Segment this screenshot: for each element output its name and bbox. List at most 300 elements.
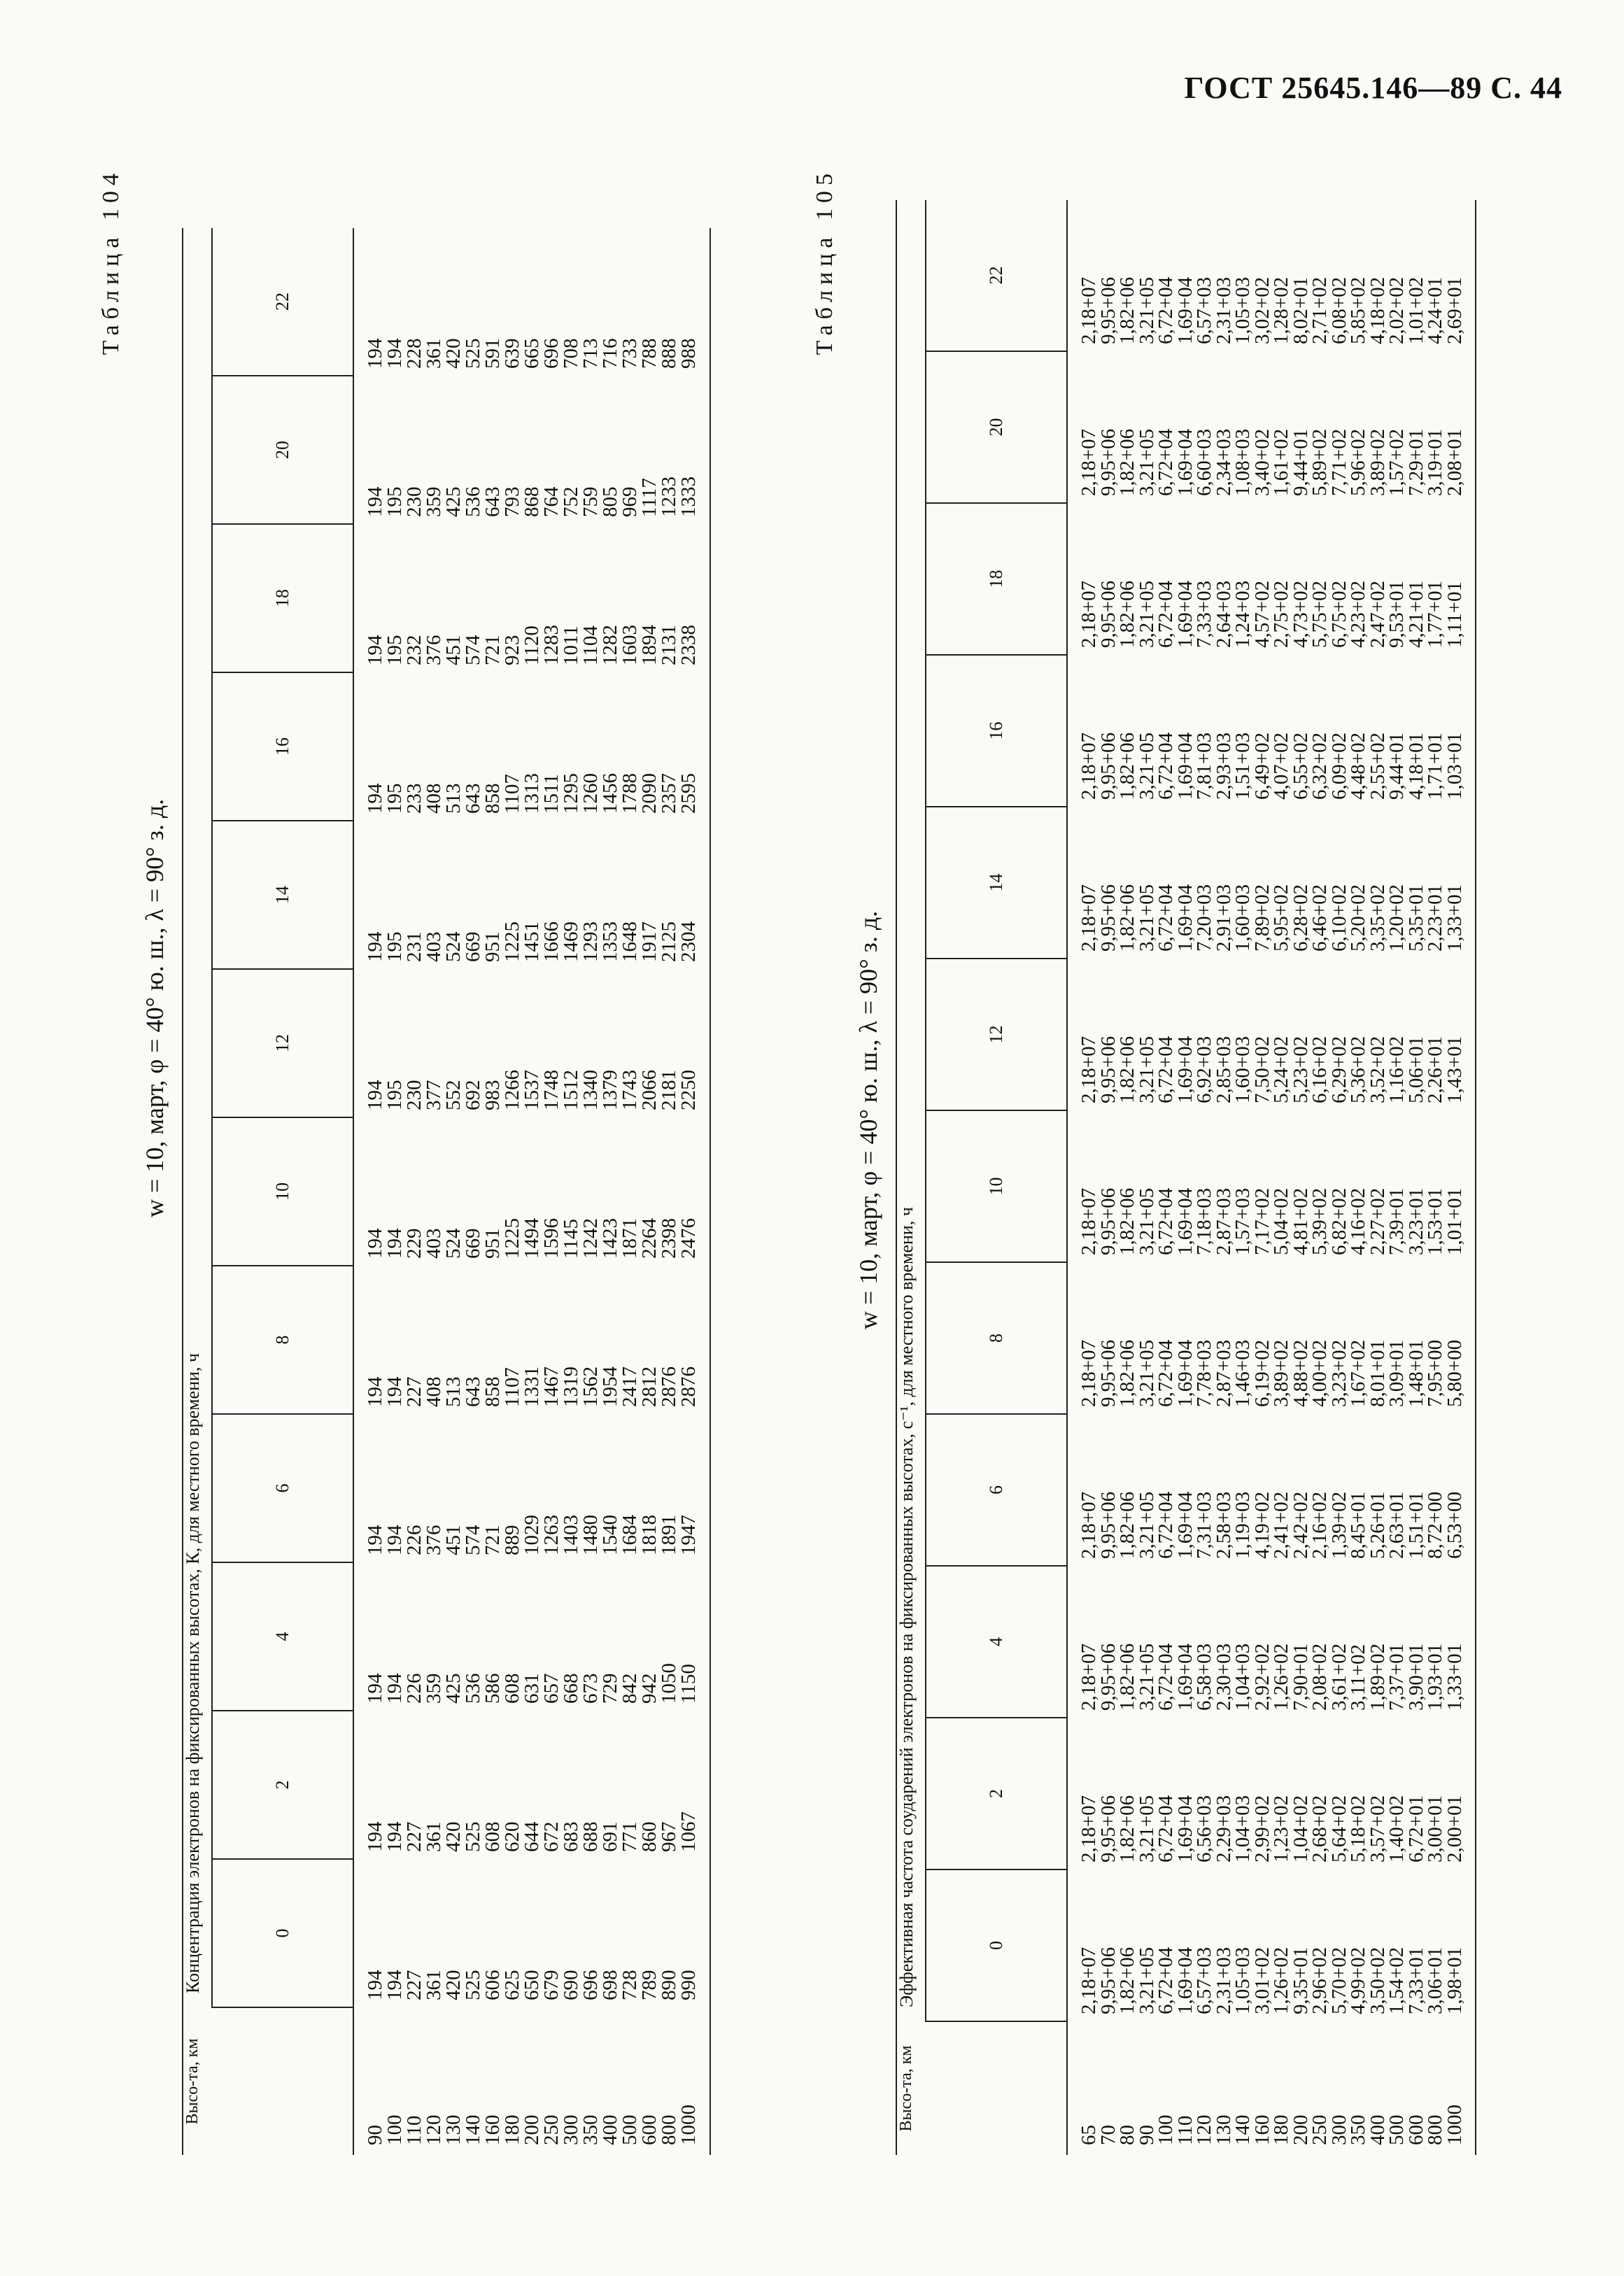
table-cell: 1,82+06 bbox=[1116, 1187, 1138, 1255]
hour-header: 16 bbox=[926, 655, 1067, 807]
hour-header: 0 bbox=[926, 1869, 1067, 2021]
table-cell: 860 bbox=[638, 1821, 661, 1852]
table-cell: 2,00+01 bbox=[1443, 1795, 1466, 1862]
table-cell: 1596 bbox=[540, 1218, 563, 1259]
table-105-wrap bbox=[896, 200, 1476, 2155]
table-cell: 1469 bbox=[560, 921, 582, 962]
table-cell: 3,21+05 bbox=[1135, 1795, 1158, 1862]
table-cell: 1512 bbox=[560, 1070, 582, 1110]
table-cell: 1,51+01 bbox=[1404, 1491, 1427, 1559]
table-cell: 2,87+03 bbox=[1212, 1187, 1235, 1255]
table-cell: 1,89+02 bbox=[1366, 1643, 1389, 1711]
table-cell: 2357 bbox=[658, 773, 680, 814]
table-cell: 2,31+03 bbox=[1212, 276, 1235, 344]
height-value: 600 bbox=[638, 2114, 661, 2145]
table-cell: 3,21+05 bbox=[1135, 732, 1158, 800]
table-cell: 8,45+01 bbox=[1347, 1491, 1369, 1559]
table-cell: 1,82+06 bbox=[1116, 884, 1138, 952]
height-value: 140 bbox=[462, 2114, 484, 2145]
group-header: Эффективная частота соударений электронов на фиксированных высотах, с⁻¹, для местного времени, ч bbox=[896, 200, 926, 2021]
table-cell: 524 bbox=[442, 1228, 465, 1259]
table-cell: 227 bbox=[403, 1970, 425, 2000]
table-cell: 7,95+00 bbox=[1424, 1339, 1446, 1407]
table-cell: 525 bbox=[462, 338, 484, 369]
table-cell: 4,48+02 bbox=[1347, 732, 1369, 800]
table-cell: 3,21+05 bbox=[1135, 580, 1158, 648]
table-cell: 1,61+02 bbox=[1270, 428, 1292, 496]
table-cell: 5,26+01 bbox=[1366, 1491, 1389, 1559]
table-cell: 9,95+06 bbox=[1096, 1491, 1120, 1559]
table-cell: 2,64+03 bbox=[1212, 580, 1235, 648]
table-cell: 1,04+03 bbox=[1231, 1795, 1254, 1862]
height-value: 160 bbox=[481, 2114, 504, 2145]
table-cell: 525 bbox=[462, 1970, 484, 2000]
height-value: 160 bbox=[1250, 2114, 1273, 2145]
hour-header: 6 bbox=[212, 1414, 353, 1562]
table-cell: 1,01+02 bbox=[1404, 276, 1427, 344]
table-cell: 2876 bbox=[677, 1366, 700, 1407]
table-cell: 1403 bbox=[560, 1515, 582, 1555]
height-header: Высо-та, км bbox=[183, 2007, 353, 2155]
table-cell: 764 bbox=[540, 486, 563, 517]
table-cell: 1,82+06 bbox=[1116, 1795, 1138, 1862]
table-cell: 3,11+02 bbox=[1347, 1644, 1369, 1711]
table-cell: 2,18+07 bbox=[1078, 732, 1100, 800]
table-cell: 1120 bbox=[521, 625, 543, 665]
hour-header: 8 bbox=[212, 1266, 353, 1414]
table-cell: 2,34+03 bbox=[1212, 428, 1235, 496]
table-cell: 1,82+06 bbox=[1116, 580, 1138, 648]
table-cell: 1423 bbox=[599, 1218, 621, 1259]
table-cell: 9,95+06 bbox=[1096, 1339, 1120, 1407]
table-cell: 1,03+01 bbox=[1443, 732, 1466, 800]
table-cell: 7,89+02 bbox=[1250, 884, 1273, 952]
height-value: 120 bbox=[1193, 2114, 1215, 2145]
table-cell: 6,72+04 bbox=[1155, 732, 1177, 800]
height-value: 70 bbox=[1096, 2125, 1120, 2145]
table-cell: 4,16+02 bbox=[1347, 1187, 1369, 1255]
table-cell: 672 bbox=[540, 1821, 563, 1852]
table-cell: 3,21+05 bbox=[1135, 428, 1158, 496]
hour-column bbox=[1067, 655, 1476, 807]
table-cell: 1,16+02 bbox=[1385, 1035, 1408, 1103]
table-cell: 4,19+02 bbox=[1250, 1491, 1273, 1559]
table-cell: 1,71+01 bbox=[1424, 732, 1446, 800]
table-cell: 1,33+01 bbox=[1443, 1643, 1466, 1711]
table-cell: 1293 bbox=[579, 921, 602, 962]
table-cell: 3,21+05 bbox=[1135, 1339, 1158, 1407]
table-cell: 2,18+07 bbox=[1078, 1795, 1100, 1862]
hour-header: 6 bbox=[926, 1414, 1067, 1566]
table-cell: 3,52+02 bbox=[1366, 1035, 1389, 1103]
table-cell: 1,51+03 bbox=[1231, 732, 1254, 800]
table-cell: 1,04+02 bbox=[1289, 1795, 1312, 1862]
table-cell: 4,00+02 bbox=[1308, 1339, 1331, 1407]
table-cell: 688 bbox=[579, 1821, 602, 1852]
hour-header: 18 bbox=[212, 524, 353, 672]
table-cell: 2,23+01 bbox=[1424, 884, 1446, 952]
table-cell: 716 bbox=[599, 338, 621, 369]
table-cell: 1104 bbox=[579, 625, 602, 665]
group-header: Концентрация электронов на фиксированных высотах, К, для местного времени, ч bbox=[183, 228, 212, 2007]
table-cell: 552 bbox=[442, 1080, 465, 1110]
table-cell: 194 bbox=[364, 931, 386, 962]
table-cell: 7,78+03 bbox=[1193, 1339, 1215, 1407]
table-104-rotated bbox=[98, 168, 756, 2155]
table-cell: 1283 bbox=[540, 625, 563, 665]
hour-header: 14 bbox=[926, 807, 1067, 959]
table-cell: 4,73+02 bbox=[1289, 580, 1312, 648]
table-104-title: w = 10, март, φ = 40° ю. ш., λ = 90° з. д. bbox=[141, 798, 169, 1217]
table-cell: 194 bbox=[383, 1228, 406, 1259]
height-value: 250 bbox=[540, 2114, 563, 2145]
table-cell: 5,04+02 bbox=[1270, 1187, 1292, 1255]
table-cell: 696 bbox=[579, 1970, 602, 2000]
table-cell: 6,72+04 bbox=[1155, 1946, 1177, 2014]
hour-header: 16 bbox=[212, 672, 353, 821]
hour-column bbox=[1067, 1869, 1476, 2021]
table-cell: 6,28+02 bbox=[1289, 884, 1312, 952]
table-cell: 733 bbox=[619, 338, 641, 369]
table-cell: 194 bbox=[364, 1970, 386, 2000]
table-cell: 2,18+07 bbox=[1078, 884, 1100, 952]
table-cell: 988 bbox=[677, 338, 700, 369]
page-header: ГОСТ 25645.146—89 С. 44 bbox=[1184, 71, 1562, 105]
table-cell: 4,18+02 bbox=[1366, 276, 1389, 344]
table-cell: 1011 bbox=[560, 625, 582, 665]
hour-column bbox=[353, 969, 710, 1117]
table-cell: 5,75+02 bbox=[1308, 580, 1331, 648]
table-cell: 3,00+01 bbox=[1424, 1795, 1446, 1862]
table-cell: 1,20+02 bbox=[1385, 884, 1408, 952]
table-cell: 1,69+04 bbox=[1173, 1946, 1196, 2014]
hour-column bbox=[1067, 1566, 1476, 1718]
table-cell: 2,18+07 bbox=[1078, 1643, 1100, 1711]
table-cell: 990 bbox=[677, 1970, 700, 2000]
table-cell: 451 bbox=[442, 635, 465, 665]
table-cell: 2595 bbox=[677, 773, 700, 814]
table-cell: 6,92+03 bbox=[1193, 1035, 1215, 1103]
height-value: 350 bbox=[579, 2114, 602, 2145]
table-cell: 230 bbox=[403, 486, 425, 517]
table-cell: 5,24+02 bbox=[1270, 1035, 1292, 1103]
table-cell: 729 bbox=[599, 1673, 621, 1704]
table-cell: 9,95+06 bbox=[1096, 428, 1120, 496]
height-value: 110 bbox=[403, 2115, 425, 2145]
table-cell: 1,08+03 bbox=[1231, 428, 1254, 496]
table-cell: 6,29+02 bbox=[1327, 1035, 1350, 1103]
table-cell: 194 bbox=[364, 1673, 386, 1704]
hour-column bbox=[1067, 351, 1476, 503]
table-cell: 1353 bbox=[599, 921, 621, 962]
table-cell: 194 bbox=[364, 1525, 386, 1555]
table-cell: 3,89+02 bbox=[1366, 428, 1389, 496]
table-cell: 1467 bbox=[540, 1366, 563, 1407]
table-cell: 194 bbox=[383, 1525, 406, 1555]
table-cell: 9,95+06 bbox=[1096, 1795, 1120, 1862]
table-cell: 2,18+07 bbox=[1078, 1187, 1100, 1255]
table-cell: 1,69+04 bbox=[1173, 732, 1196, 800]
table-cell: 2,16+02 bbox=[1308, 1491, 1331, 1559]
height-value: 80 bbox=[1116, 2125, 1138, 2145]
table-cell: 6,46+02 bbox=[1308, 884, 1331, 952]
table-cell: 1788 bbox=[619, 773, 641, 814]
table-cell: 6,60+03 bbox=[1193, 428, 1215, 496]
table-cell: 1,48+01 bbox=[1404, 1339, 1427, 1407]
table-cell: 377 bbox=[423, 1080, 445, 1110]
table-cell: 1145 bbox=[560, 1219, 582, 1259]
table-cell: 1917 bbox=[638, 921, 661, 962]
heights-column bbox=[353, 2007, 710, 2155]
table-cell: 4,24+01 bbox=[1424, 276, 1446, 344]
hour-header: 4 bbox=[926, 1566, 1067, 1718]
height-value: 800 bbox=[1424, 2114, 1446, 2145]
table-cell: 524 bbox=[442, 931, 465, 962]
table-cell: 9,95+06 bbox=[1096, 276, 1120, 344]
table-cell: 7,17+02 bbox=[1250, 1187, 1273, 1255]
table-cell: 195 bbox=[383, 635, 406, 665]
table-cell: 194 bbox=[383, 1376, 406, 1407]
table-cell: 8,01+01 bbox=[1366, 1339, 1389, 1407]
table-cell: 1,82+06 bbox=[1116, 1035, 1138, 1103]
table-cell: 3,19+01 bbox=[1424, 428, 1446, 496]
table-cell: 2304 bbox=[677, 921, 700, 962]
table-cell: 3,89+02 bbox=[1270, 1339, 1292, 1407]
table-cell: 1,28+02 bbox=[1270, 276, 1292, 344]
table-cell: 698 bbox=[599, 1970, 621, 2000]
height-value: 90 bbox=[364, 2125, 386, 2145]
table-cell: 639 bbox=[501, 338, 523, 369]
hour-column bbox=[1067, 1110, 1476, 1262]
table-cell: 7,33+01 bbox=[1404, 1946, 1427, 2014]
table-cell: 3,21+05 bbox=[1135, 884, 1158, 952]
height-value: 500 bbox=[619, 2114, 641, 2145]
table-cell: 6,32+02 bbox=[1308, 732, 1331, 800]
hour-header: 10 bbox=[212, 1117, 353, 1266]
table-105-title: w = 10, март, φ = 40° ю. ш., λ = 90° з. д. bbox=[854, 910, 882, 1329]
table-cell: 574 bbox=[462, 1525, 484, 1555]
hour-column bbox=[353, 228, 710, 376]
hour-header: 18 bbox=[926, 503, 1067, 655]
table-cell: 669 bbox=[462, 1228, 484, 1259]
hour-header: 12 bbox=[926, 959, 1067, 1110]
table-cell: 1,60+03 bbox=[1231, 884, 1254, 952]
table-cell: 3,57+02 bbox=[1366, 1795, 1389, 1862]
table-cell: 4,21+01 bbox=[1404, 580, 1427, 648]
table-cell: 194 bbox=[383, 1673, 406, 1704]
table-cell: 2125 bbox=[658, 921, 680, 962]
table-cell: 6,72+04 bbox=[1155, 276, 1177, 344]
hour-column bbox=[1067, 1718, 1476, 1869]
table-cell: 228 bbox=[403, 338, 425, 369]
table-cell: 620 bbox=[501, 1821, 523, 1852]
table-cell: 230 bbox=[403, 1080, 425, 1110]
table-cell: 1050 bbox=[658, 1663, 680, 1704]
table-cell: 1313 bbox=[521, 773, 543, 814]
height-value: 350 bbox=[1347, 2114, 1369, 2145]
table-cell: 2,29+03 bbox=[1212, 1795, 1235, 1862]
table-cell: 4,99+02 bbox=[1347, 1946, 1369, 2014]
table-cell: 1,69+04 bbox=[1173, 1643, 1196, 1711]
table-cell: 608 bbox=[481, 1821, 504, 1852]
table-cell: 2,42+02 bbox=[1289, 1491, 1312, 1559]
table-cell: 195 bbox=[383, 783, 406, 814]
hour-header: 4 bbox=[212, 1562, 353, 1711]
height-value: 600 bbox=[1404, 2114, 1427, 2145]
table-cell: 5,35+01 bbox=[1404, 884, 1427, 952]
table-cell: 6,82+02 bbox=[1327, 1187, 1350, 1255]
height-value: 200 bbox=[1289, 2114, 1312, 2145]
table-cell: 227 bbox=[403, 1376, 425, 1407]
table-cell: 1,82+06 bbox=[1116, 276, 1138, 344]
table-cell: 9,95+06 bbox=[1096, 732, 1120, 800]
table-cell: 9,95+06 bbox=[1096, 1643, 1120, 1711]
height-value: 500 bbox=[1385, 2114, 1408, 2145]
table-cell: 9,95+06 bbox=[1096, 1187, 1120, 1255]
table-cell: 752 bbox=[560, 486, 582, 517]
table-cell: 2,41+02 bbox=[1270, 1491, 1292, 1559]
table-cell: 6,58+03 bbox=[1193, 1643, 1215, 1711]
hour-column bbox=[353, 1711, 710, 1859]
table-cell: 1,69+04 bbox=[1173, 1795, 1196, 1862]
table-cell: 6,72+04 bbox=[1155, 1339, 1177, 1407]
table-cell: 4,81+02 bbox=[1289, 1187, 1312, 1255]
table-cell: 923 bbox=[501, 635, 523, 665]
hour-column bbox=[1067, 200, 1476, 351]
table-cell: 1666 bbox=[540, 921, 563, 962]
table-cell: 1,82+06 bbox=[1116, 1946, 1138, 2014]
table-cell: 669 bbox=[462, 931, 484, 962]
table-cell: 1,69+04 bbox=[1173, 276, 1196, 344]
table-cell: 6,09+02 bbox=[1327, 732, 1350, 800]
table-cell: 9,95+06 bbox=[1096, 1035, 1120, 1103]
table-cell: 673 bbox=[579, 1673, 602, 1704]
table-cell: 2,18+07 bbox=[1078, 1035, 1100, 1103]
table-cell: 5,70+02 bbox=[1327, 1946, 1350, 2014]
table-104-wrap bbox=[182, 228, 711, 2155]
table-cell: 1,54+02 bbox=[1385, 1946, 1408, 2014]
table-cell: 7,37+01 bbox=[1385, 1643, 1408, 1711]
table-cell: 692 bbox=[462, 1080, 484, 1110]
table-cell: 5,36+02 bbox=[1347, 1035, 1369, 1103]
table-cell: 194 bbox=[364, 1821, 386, 1852]
table-cell: 6,75+02 bbox=[1327, 580, 1350, 648]
table-cell: 232 bbox=[403, 635, 425, 665]
table-cell: 195 bbox=[383, 486, 406, 517]
table-cell: 1,53+01 bbox=[1424, 1187, 1446, 1255]
table-cell: 708 bbox=[560, 338, 582, 369]
table-cell: 1,19+03 bbox=[1231, 1491, 1254, 1559]
table-cell: 1,43+01 bbox=[1443, 1035, 1466, 1103]
heights-column bbox=[1067, 2021, 1476, 2155]
table-cell: 3,02+02 bbox=[1250, 276, 1273, 344]
table-cell: 842 bbox=[619, 1673, 641, 1704]
table-104-block bbox=[98, 168, 756, 2155]
table-cell: 1,69+04 bbox=[1173, 428, 1196, 496]
table-cell: 3,40+02 bbox=[1250, 428, 1273, 496]
table-cell: 3,35+02 bbox=[1366, 884, 1389, 952]
height-value: 800 bbox=[658, 2114, 680, 2145]
table-cell: 3,21+05 bbox=[1135, 1643, 1158, 1711]
table-cell: 650 bbox=[521, 1970, 543, 2000]
hour-column bbox=[353, 376, 710, 524]
table-cell: 1067 bbox=[677, 1811, 700, 1852]
height-value: 400 bbox=[599, 2114, 621, 2145]
table-cell: 969 bbox=[619, 486, 641, 517]
table-cell: 2,18+07 bbox=[1078, 428, 1100, 496]
table-cell: 2131 bbox=[658, 625, 680, 665]
table-cell: 2,96+02 bbox=[1308, 1946, 1331, 2014]
height-value: 100 bbox=[383, 2114, 406, 2145]
table-cell: 3,21+05 bbox=[1135, 1035, 1158, 1103]
table-cell: 1225 bbox=[501, 1218, 523, 1259]
table-cell: 608 bbox=[501, 1673, 523, 1704]
table-cell: 1,23+02 bbox=[1270, 1795, 1292, 1862]
table-cell: 5,96+02 bbox=[1347, 428, 1369, 496]
table-cell: 1,05+03 bbox=[1231, 1946, 1254, 2014]
table-cell: 625 bbox=[501, 1970, 523, 2000]
table-cell: 1333 bbox=[677, 476, 700, 517]
table-cell: 1,33+01 bbox=[1443, 884, 1466, 952]
hour-header: 2 bbox=[926, 1718, 1067, 1869]
table-cell: 7,71+02 bbox=[1327, 428, 1350, 496]
table-cell: 1891 bbox=[658, 1515, 680, 1555]
table-cell: 7,39+01 bbox=[1385, 1187, 1408, 1255]
table-cell: 1,39+02 bbox=[1327, 1491, 1350, 1559]
table-cell: 2,27+02 bbox=[1366, 1187, 1389, 1255]
table-cell: 4,07+02 bbox=[1270, 732, 1292, 800]
hour-column bbox=[353, 1414, 710, 1562]
table-cell: 2,08+01 bbox=[1443, 428, 1466, 496]
table-cell: 6,72+04 bbox=[1155, 1795, 1177, 1862]
hour-column bbox=[353, 821, 710, 969]
table-cell: 2,68+02 bbox=[1308, 1795, 1331, 1862]
table-cell: 2,55+02 bbox=[1366, 732, 1389, 800]
table-cell: 1,69+04 bbox=[1173, 884, 1196, 952]
table-cell: 643 bbox=[462, 783, 484, 814]
table-cell: 2,87+03 bbox=[1212, 1339, 1235, 1407]
table-cell: 643 bbox=[481, 486, 504, 517]
table-cell: 2,02+02 bbox=[1385, 276, 1408, 344]
table-cell: 1,93+01 bbox=[1424, 1643, 1446, 1711]
table-cell: 1260 bbox=[579, 773, 602, 814]
table-cell: 3,23+02 bbox=[1327, 1339, 1350, 1407]
hour-column bbox=[353, 672, 710, 821]
table-cell: 3,09+01 bbox=[1385, 1339, 1408, 1407]
height-value: 130 bbox=[442, 2114, 465, 2145]
table-cell: 6,08+02 bbox=[1327, 276, 1350, 344]
table-cell: 361 bbox=[423, 338, 445, 369]
table-cell: 1540 bbox=[599, 1515, 621, 1555]
table-cell: 7,29+01 bbox=[1404, 428, 1427, 496]
table-cell: 1319 bbox=[560, 1366, 582, 1407]
table-cell: 1451 bbox=[521, 921, 543, 962]
table-105-label: Таблица 105 bbox=[812, 168, 838, 355]
hour-column bbox=[353, 1117, 710, 1266]
table-cell: 2398 bbox=[658, 1218, 680, 1259]
table-cell: 1,57+03 bbox=[1231, 1187, 1254, 1255]
table-cell: 6,72+04 bbox=[1155, 1187, 1177, 1255]
table-cell: 2,47+02 bbox=[1366, 580, 1389, 648]
table-cell: 6,57+03 bbox=[1193, 1946, 1215, 2014]
hour-header: 20 bbox=[212, 376, 353, 524]
table-cell: 1,69+04 bbox=[1173, 1491, 1196, 1559]
table-cell: 1871 bbox=[619, 1218, 641, 1259]
height-value: 300 bbox=[1327, 2114, 1350, 2145]
table-cell: 5,06+01 bbox=[1404, 1035, 1427, 1103]
table-cell: 1,01+01 bbox=[1443, 1187, 1466, 1255]
table-cell: 194 bbox=[383, 1970, 406, 2000]
